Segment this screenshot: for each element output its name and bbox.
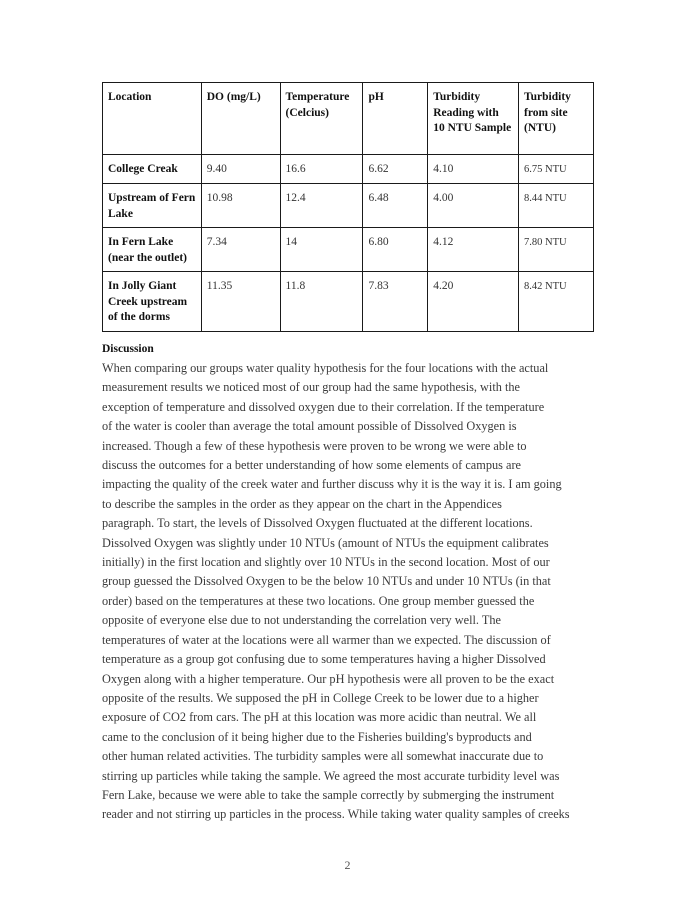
text-line: exception of temperature and dissolved oxygen due to their correlation. If the temperature <box>102 399 545 414</box>
header-turbidity-site: Turbidity from site (NTU) <box>519 83 594 155</box>
text-line: to describe the samples in the order as they appear on the chart in the Appendices <box>102 496 502 511</box>
header-turbidity-sample: Turbidity Reading with 10 NTU Sample <box>428 83 519 155</box>
text-line: exposure of CO2 from cars. The pH at this location was more acidic than neutral. We all <box>102 710 537 725</box>
text-line: group guessed the Dissolved Oxygen to be the below 10 NTUs and under 10 NTUs (in that <box>102 574 551 589</box>
text-line: opposite of everyone else due to not understanding the correlation very well. The <box>102 613 501 628</box>
text-line: stirring up particles while taking the sample. We agreed the most accurate turbidity level was <box>102 768 560 783</box>
text-line: impacting the quality of the creek water and further discuss why it is the way it is. I am going <box>102 477 562 492</box>
text-line: opposite of the results. We supposed the pH in College Creek to be lower due to a higher <box>102 690 539 705</box>
cell-ph: 6.80 <box>363 228 428 272</box>
text-line: temperature as a group got confusing due to some temperatures having a higher Dissolved <box>102 652 546 667</box>
cell-ph: 7.83 <box>363 272 428 332</box>
cell-temperature: 12.4 <box>280 184 363 228</box>
cell-temperature: 16.6 <box>280 155 363 184</box>
discussion-heading: Discussion <box>102 343 154 355</box>
header-temperature: Temperature (Celcius) <box>280 83 363 155</box>
cell-ph: 6.62 <box>363 155 428 184</box>
text-line: increased. Though a few of these hypothesis were proven to be wrong we were able to <box>102 438 527 453</box>
text-line: When comparing our groups water quality hypothesis for the four locations with the actual <box>102 361 549 375</box>
cell-do: 11.35 <box>201 272 280 332</box>
cell-temperature: 11.8 <box>280 272 363 332</box>
cell-location: In Jolly Giant Creek upstream of the dorms <box>103 272 202 332</box>
water-quality-table <box>102 82 594 332</box>
text-line: order) based on the temperatures at these two locations. One group member guessed the <box>102 593 535 608</box>
table-header-row <box>103 83 594 155</box>
text-line: of the water is cooler than average the total amount possible of Dissolved Oxygen is <box>102 419 517 434</box>
page-number: 2 <box>344 858 351 872</box>
cell-turbidity-site: 8.42 NTU <box>519 272 594 332</box>
header-ph: pH <box>363 83 428 155</box>
text-line: Fern Lake, because we were able to take the sample correctly by submerging the instrument <box>102 787 555 802</box>
cell-do: 9.40 <box>201 155 280 184</box>
cell-temperature: 14 <box>280 228 363 272</box>
text-line: discuss the outcomes for a better understanding of how some elements of campus are <box>102 458 522 473</box>
table-row <box>103 228 594 272</box>
cell-turbidity-site: 7.80 NTU <box>519 228 594 272</box>
cell-location: College Creak <box>103 155 202 184</box>
cell-turbidity-sample: 4.12 <box>428 228 519 272</box>
cell-turbidity-sample: 4.10 <box>428 155 519 184</box>
header-do: DO (mg/L) <box>201 83 280 155</box>
cell-turbidity-site: 6.75 NTU <box>519 155 594 184</box>
cell-turbidity-site: 8.44 NTU <box>519 184 594 228</box>
cell-do: 7.34 <box>201 228 280 272</box>
cell-do: 10.98 <box>201 184 280 228</box>
text-line: reader and not stirring up particles in the process. While taking water quality samples of creeks <box>102 807 570 822</box>
cell-turbidity-sample: 4.20 <box>428 272 519 332</box>
table-row <box>103 184 594 228</box>
text-line: measurement results we noticed most of our group had the same hypothesis, with the <box>102 380 521 395</box>
table-row <box>103 272 594 332</box>
text-line: Oxygen along with a higher temperature. Our pH hypothesis were all proven to be the exact <box>102 671 555 686</box>
header-location: Location <box>103 83 202 155</box>
text-line: initially) in the first location and slightly over 10 NTUs in the second location. Most of our <box>102 555 550 570</box>
table-row <box>103 155 594 184</box>
discussion-paragraph <box>102 359 594 825</box>
text-line: Dissolved Oxygen was slightly under 10 NTUs (amount of NTUs the equipment calibrates <box>102 535 549 550</box>
text-line: came to the conclusion of it being higher due to the Fisheries building's byproducts and <box>102 729 532 744</box>
cell-location: In Fern Lake (near the outlet) <box>103 228 202 272</box>
text-line: other human related activities. The turbidity samples were all somewhat inaccurate due to <box>102 749 544 764</box>
text-line: temperatures of water at the locations were all warmer than we expected. The discussion of <box>102 632 551 647</box>
cell-ph: 6.48 <box>363 184 428 228</box>
cell-location: Upstream of Fern Lake <box>103 184 202 228</box>
cell-turbidity-sample: 4.00 <box>428 184 519 228</box>
text-line: paragraph. To start, the levels of Dissolved Oxygen fluctuated at the different locations. <box>102 516 533 531</box>
